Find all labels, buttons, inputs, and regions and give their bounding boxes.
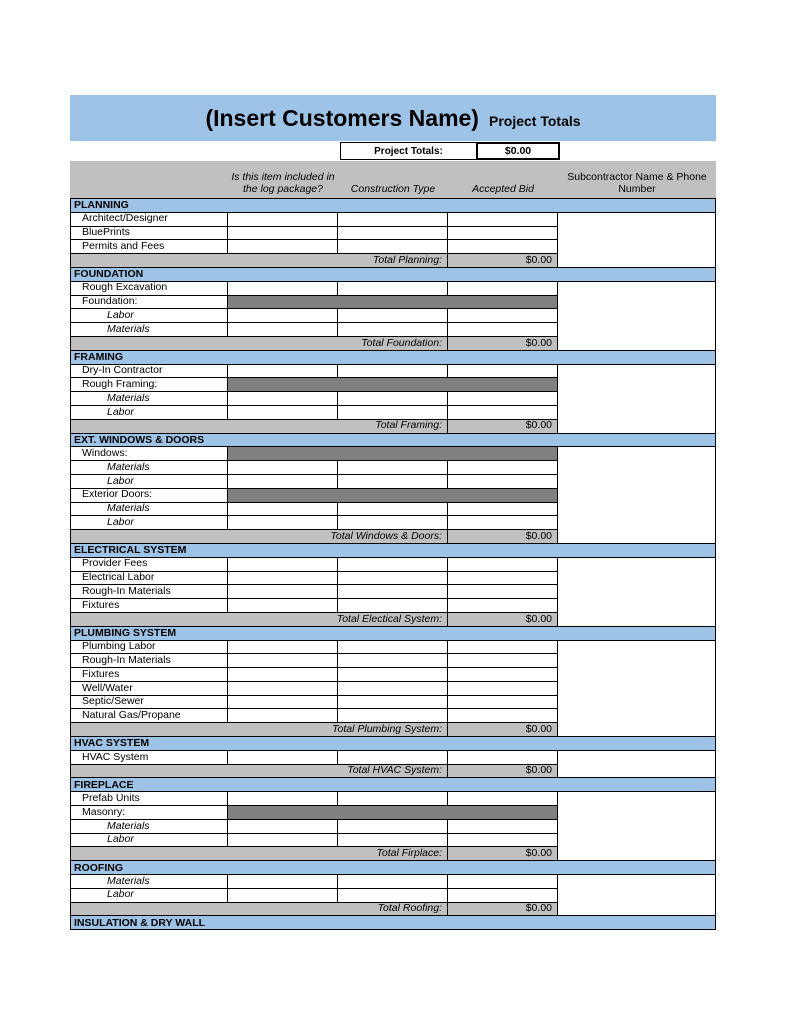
construction-type-cell[interactable] xyxy=(338,641,448,655)
construction-type-cell[interactable] xyxy=(338,889,448,903)
total-label: Total HVAC System: xyxy=(70,765,448,779)
category-label: Exterior Doors: xyxy=(70,489,228,503)
included-cell[interactable] xyxy=(228,365,338,379)
item-label: Fixtures xyxy=(70,599,228,613)
accepted-bid-cell[interactable] xyxy=(448,792,558,806)
subitem-label: Labor xyxy=(70,309,228,323)
table-row xyxy=(70,503,558,517)
project-totals-box xyxy=(340,142,560,160)
section-header-planning: PLANNING xyxy=(70,199,716,213)
total-label: Total Roofing: xyxy=(70,903,448,917)
section-roofing xyxy=(70,861,716,916)
section-header-electrical: ELECTRICAL SYSTEM xyxy=(70,544,716,558)
included-cell[interactable] xyxy=(228,668,338,682)
accepted-bid-cell[interactable] xyxy=(448,475,558,489)
total-value: $0.00 xyxy=(448,254,558,268)
category-fill xyxy=(228,489,558,503)
section-planning xyxy=(70,199,716,268)
accepted-bid-cell[interactable] xyxy=(448,641,558,655)
included-cell[interactable] xyxy=(228,792,338,806)
title-banner xyxy=(70,95,716,141)
construction-type-cell[interactable] xyxy=(338,213,448,227)
included-cell[interactable] xyxy=(228,641,338,655)
construction-type-cell[interactable] xyxy=(338,516,448,530)
construction-type-cell[interactable] xyxy=(338,365,448,379)
item-label: HVAC System xyxy=(70,751,228,765)
table-row xyxy=(70,792,558,806)
accepted-bid-cell[interactable] xyxy=(448,696,558,710)
category-label: Rough Framing: xyxy=(70,378,228,392)
total-row xyxy=(70,613,558,627)
table-row xyxy=(70,296,558,310)
total-value: $0.00 xyxy=(448,337,558,351)
table-row xyxy=(70,641,558,655)
subcontractor-cell[interactable] xyxy=(558,558,716,627)
accepted-bid-cell[interactable] xyxy=(448,240,558,254)
construction-type-cell[interactable] xyxy=(338,240,448,254)
item-label: Provider Fees xyxy=(70,558,228,572)
subitem-label: Materials xyxy=(70,875,228,889)
included-cell[interactable] xyxy=(228,696,338,710)
construction-type-cell[interactable] xyxy=(338,696,448,710)
accepted-bid-cell[interactable] xyxy=(448,709,558,723)
colhead-construction-type: Construction Type xyxy=(350,183,436,195)
item-label: Permits and Fees xyxy=(70,240,228,254)
included-cell[interactable] xyxy=(228,875,338,889)
category-label: Masonry: xyxy=(70,806,228,820)
colhead-spacer xyxy=(70,161,228,198)
accepted-bid-cell[interactable] xyxy=(448,834,558,848)
item-label: Dry-In Contractor xyxy=(70,365,228,379)
total-label: Total Plumbing System: xyxy=(70,723,448,737)
total-label: Total Planning: xyxy=(70,254,448,268)
section-electrical xyxy=(70,544,716,627)
accepted-bid-cell[interactable] xyxy=(448,309,558,323)
category-fill xyxy=(228,447,558,461)
section-header-ext-windows-doors: EXT. WINDOWS & DOORS xyxy=(70,434,716,448)
construction-type-cell[interactable] xyxy=(338,654,448,668)
section-header-roofing: ROOFING xyxy=(70,861,716,875)
included-cell[interactable] xyxy=(228,392,338,406)
estimate-sheet xyxy=(70,95,716,930)
project-totals-label: Project Totals: xyxy=(374,145,443,157)
construction-type-cell[interactable] xyxy=(338,558,448,572)
accepted-bid-cell[interactable] xyxy=(448,682,558,696)
section-hvac xyxy=(70,737,716,778)
total-value: $0.00 xyxy=(448,420,558,434)
total-label: Total Firplace: xyxy=(70,847,448,861)
included-cell[interactable] xyxy=(228,516,338,530)
accepted-bid-cell[interactable] xyxy=(448,461,558,475)
colhead-subcontractor: Subcontractor Name & Phone Number xyxy=(567,171,707,195)
table-row xyxy=(70,599,558,613)
item-label: Prefab Units xyxy=(70,792,228,806)
accepted-bid-cell[interactable] xyxy=(448,213,558,227)
accepted-bid-cell[interactable] xyxy=(448,406,558,420)
accepted-bid-cell[interactable] xyxy=(448,392,558,406)
item-label: Fixtures xyxy=(70,668,228,682)
subitem-label: Labor xyxy=(70,406,228,420)
category-label: Windows: xyxy=(70,447,228,461)
subcontractor-cell[interactable] xyxy=(558,447,716,544)
column-header-band xyxy=(70,161,716,199)
accepted-bid-cell[interactable] xyxy=(448,365,558,379)
subcontractor-cell[interactable] xyxy=(558,641,716,738)
project-totals-strip xyxy=(70,141,716,161)
project-totals-value: $0.00 xyxy=(476,142,560,160)
construction-type-cell[interactable] xyxy=(338,599,448,613)
included-cell[interactable] xyxy=(228,709,338,723)
section-header-foundation: FOUNDATION xyxy=(70,268,716,282)
included-cell[interactable] xyxy=(228,503,338,517)
total-row xyxy=(70,903,558,917)
accepted-bid-cell[interactable] xyxy=(448,503,558,517)
item-label: BluePrints xyxy=(70,227,228,241)
construction-type-cell[interactable] xyxy=(338,406,448,420)
table-row xyxy=(70,572,558,586)
total-row xyxy=(70,765,558,779)
accepted-bid-cell[interactable] xyxy=(448,323,558,337)
colhead-included: Is this item included in the log package? xyxy=(231,171,335,195)
construction-type-cell[interactable] xyxy=(338,585,448,599)
item-label: Architect/Designer xyxy=(70,213,228,227)
table-row xyxy=(70,282,558,296)
total-row xyxy=(70,254,558,268)
section-ext-windows-doors xyxy=(70,434,716,544)
total-row xyxy=(70,420,558,434)
construction-type-cell[interactable] xyxy=(338,572,448,586)
accepted-bid-cell[interactable] xyxy=(448,889,558,903)
subitem-label: Labor xyxy=(70,834,228,848)
table-row xyxy=(70,668,558,682)
subitem-label: Materials xyxy=(70,503,228,517)
table-row xyxy=(70,378,558,392)
construction-type-cell[interactable] xyxy=(338,227,448,241)
included-cell[interactable] xyxy=(228,751,338,765)
table-row xyxy=(70,709,558,723)
included-cell[interactable] xyxy=(228,654,338,668)
construction-type-cell[interactable] xyxy=(338,668,448,682)
item-label: Rough-In Materials xyxy=(70,654,228,668)
accepted-bid-cell[interactable] xyxy=(448,516,558,530)
accepted-bid-cell[interactable] xyxy=(448,668,558,682)
subitem-label: Materials xyxy=(70,323,228,337)
included-cell[interactable] xyxy=(228,282,338,296)
table-row xyxy=(70,516,558,530)
total-value: $0.00 xyxy=(448,903,558,917)
total-label: Total Foundation: xyxy=(70,337,448,351)
item-label: Septic/Sewer xyxy=(70,696,228,710)
subitem-label: Materials xyxy=(70,820,228,834)
accepted-bid-cell[interactable] xyxy=(448,282,558,296)
table-row xyxy=(70,654,558,668)
total-value: $0.00 xyxy=(448,613,558,627)
category-fill xyxy=(228,378,558,392)
table-row xyxy=(70,489,558,503)
customer-name-title: (Insert Customers Name) xyxy=(205,104,479,131)
construction-type-cell[interactable] xyxy=(338,392,448,406)
included-cell[interactable] xyxy=(228,461,338,475)
category-label: Foundation: xyxy=(70,296,228,310)
table-row xyxy=(70,475,558,489)
construction-type-cell[interactable] xyxy=(338,834,448,848)
item-label: Plumbing Labor xyxy=(70,641,228,655)
category-fill xyxy=(228,296,558,310)
construction-type-cell[interactable] xyxy=(338,323,448,337)
subitem-label: Materials xyxy=(70,461,228,475)
accepted-bid-cell[interactable] xyxy=(448,572,558,586)
table-row xyxy=(70,751,558,765)
construction-type-cell[interactable] xyxy=(338,792,448,806)
included-cell[interactable] xyxy=(228,240,338,254)
included-cell[interactable] xyxy=(228,572,338,586)
item-label: Rough-In Materials xyxy=(70,585,228,599)
included-cell[interactable] xyxy=(228,475,338,489)
subitem-label: Labor xyxy=(70,889,228,903)
subcontractor-cell[interactable] xyxy=(558,792,716,861)
construction-type-cell[interactable] xyxy=(338,709,448,723)
subitem-label: Labor xyxy=(70,516,228,530)
table-row xyxy=(70,820,558,834)
accepted-bid-cell[interactable] xyxy=(448,875,558,889)
table-row xyxy=(70,558,558,572)
item-label: Electrical Labor xyxy=(70,572,228,586)
section-foundation xyxy=(70,268,716,351)
table-row xyxy=(70,213,558,227)
included-cell[interactable] xyxy=(228,834,338,848)
accepted-bid-cell[interactable] xyxy=(448,654,558,668)
subitem-label: Labor xyxy=(70,475,228,489)
included-cell[interactable] xyxy=(228,558,338,572)
accepted-bid-cell[interactable] xyxy=(448,227,558,241)
total-row xyxy=(70,723,558,737)
included-cell[interactable] xyxy=(228,406,338,420)
table-row xyxy=(70,227,558,241)
included-cell[interactable] xyxy=(228,820,338,834)
section-plumbing xyxy=(70,627,716,737)
total-row xyxy=(70,847,558,861)
included-cell[interactable] xyxy=(228,323,338,337)
construction-type-cell[interactable] xyxy=(338,875,448,889)
table-row xyxy=(70,696,558,710)
construction-type-cell[interactable] xyxy=(338,475,448,489)
table-row xyxy=(70,875,558,889)
table-row xyxy=(70,682,558,696)
total-row xyxy=(70,530,558,544)
section-fireplace xyxy=(70,778,716,861)
table-row xyxy=(70,323,558,337)
included-cell[interactable] xyxy=(228,889,338,903)
item-label: Well/Water xyxy=(70,682,228,696)
subcontractor-cell[interactable] xyxy=(558,282,716,351)
colhead-accepted-bid: Accepted Bid xyxy=(472,183,534,195)
total-label: Total Framing: xyxy=(70,420,448,434)
table-row xyxy=(70,309,558,323)
construction-type-cell[interactable] xyxy=(338,751,448,765)
included-cell[interactable] xyxy=(228,682,338,696)
total-value: $0.00 xyxy=(448,765,558,779)
included-cell[interactable] xyxy=(228,585,338,599)
total-value: $0.00 xyxy=(448,530,558,544)
table-row xyxy=(70,240,558,254)
table-row xyxy=(70,365,558,379)
accepted-bid-cell[interactable] xyxy=(448,599,558,613)
table-row xyxy=(70,447,558,461)
section-header-fireplace: FIREPLACE xyxy=(70,778,716,792)
total-label: Total Electical System: xyxy=(70,613,448,627)
construction-type-cell[interactable] xyxy=(338,309,448,323)
item-label: Natural Gas/Propane xyxy=(70,709,228,723)
construction-type-cell[interactable] xyxy=(338,461,448,475)
construction-type-cell[interactable] xyxy=(338,820,448,834)
included-cell[interactable] xyxy=(228,213,338,227)
section-header-plumbing: PLUMBING SYSTEM xyxy=(70,627,716,641)
construction-type-cell[interactable] xyxy=(338,503,448,517)
total-value: $0.00 xyxy=(448,723,558,737)
total-label: Total Windows & Doors: xyxy=(70,530,448,544)
included-cell[interactable] xyxy=(228,227,338,241)
table-row xyxy=(70,889,558,903)
table-row xyxy=(70,392,558,406)
item-label: Rough Excavation xyxy=(70,282,228,296)
table-row xyxy=(70,585,558,599)
included-cell[interactable] xyxy=(228,599,338,613)
subitem-label: Materials xyxy=(70,392,228,406)
section-header-framing: FRAMING xyxy=(70,351,716,365)
table-row xyxy=(70,406,558,420)
subcontractor-cell[interactable] xyxy=(558,365,716,434)
table-row xyxy=(70,806,558,820)
total-value: $0.00 xyxy=(448,847,558,861)
included-cell[interactable] xyxy=(228,309,338,323)
accepted-bid-cell[interactable] xyxy=(448,585,558,599)
subcontractor-cell[interactable] xyxy=(558,213,716,268)
section-framing xyxy=(70,351,716,434)
total-row xyxy=(70,337,558,351)
table-row xyxy=(70,461,558,475)
accepted-bid-cell[interactable] xyxy=(448,820,558,834)
project-totals-subtitle: Project Totals xyxy=(488,113,581,129)
subcontractor-cell[interactable] xyxy=(558,751,716,779)
section-header-hvac: HVAC SYSTEM xyxy=(70,737,716,751)
section-insulation-drywall xyxy=(70,916,716,930)
construction-type-cell[interactable] xyxy=(338,682,448,696)
accepted-bid-cell[interactable] xyxy=(448,751,558,765)
subcontractor-cell[interactable] xyxy=(558,875,716,916)
accepted-bid-cell[interactable] xyxy=(448,558,558,572)
category-fill xyxy=(228,806,558,820)
table-row xyxy=(70,834,558,848)
section-header-insulation-drywall: INSULATION & DRY WALL xyxy=(70,916,716,930)
construction-type-cell[interactable] xyxy=(338,282,448,296)
